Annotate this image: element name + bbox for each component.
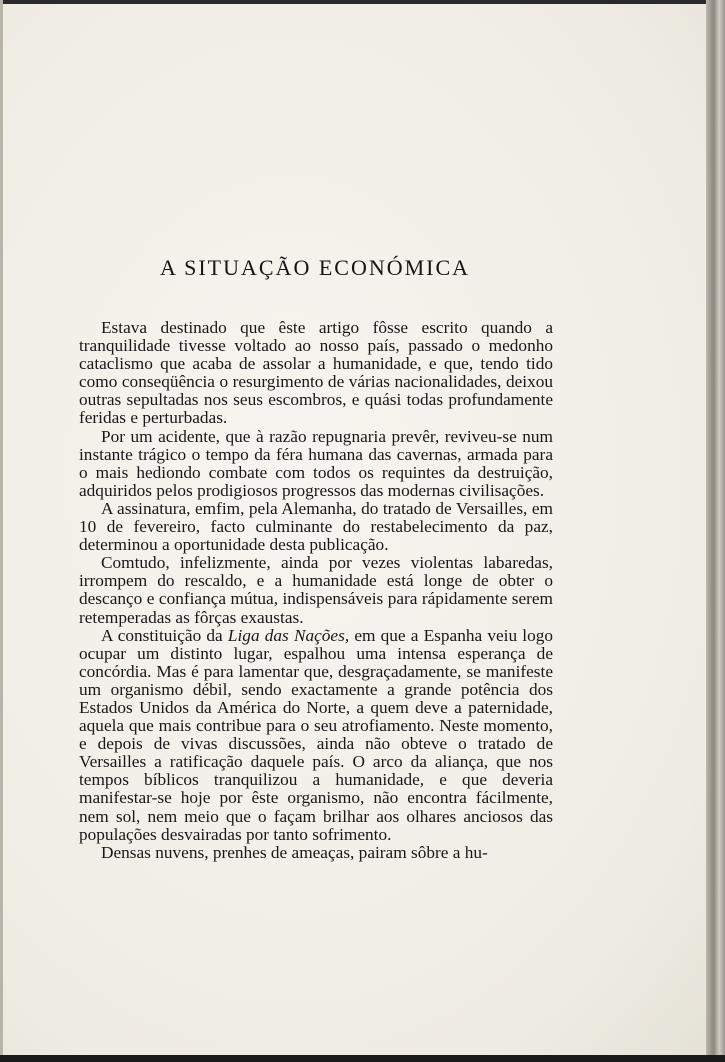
paragraph-4: Comtudo, infelizmente, ainda por vezes violentas labaredas, irrompem do rescaldo, e a humanidade está longe de obter o descanço e confiança mútua, indispensáveis para rápidamente serem retemperadas as fôrças exaustas. (79, 553, 553, 627)
paragraph-6: Densas nuvens, prenhes de ameaças, pairam sôbre a hu- (101, 842, 488, 862)
book-binding-edge (706, 0, 725, 1062)
body-text (79, 319, 553, 862)
page-left-edge (0, 0, 3, 1062)
liga-das-nacoes-italic: Liga das Nações, (227, 625, 350, 645)
page-top-edge (0, 0, 725, 4)
page-bottom-edge (0, 1055, 725, 1062)
paragraph-1: Estava destinado que êste artigo fôsse escrito quando a tranquilidade tivesse voltado ao nosso país, passado o medonho cataclismo que acaba de assolar a humanidade, e que, tendo tido como conseqüência o resurgimento de várias nacionalidades, deixou outras sepultadas nos seus escombros, e quási todas profundamente feridas e perturbadas. (79, 318, 553, 428)
paragraph-3: A assinatura, emfim, pela Alemanha, do tratado de Versailles, em 10 de fevereiro, facto culminante do restabelecimento da paz, determinou a oportunidade desta publicação. (79, 498, 553, 555)
paragraph-5-before: A constituição da (101, 625, 228, 645)
chapter-title: A SITUAÇÃO ECONÓMICA (159, 255, 471, 280)
paragraph-5-after: em que a Espanha veiu logo ocupar um distinto lugar, espalhou uma intensa esperança de concórdia. Mas é para lamentar que, desgraçadamente, se manifeste um organismo débil, sendo exactamente a grande potência dos Estados Unidos da América do Norte, a quem deve a paternidade, aquela que mais contribue para o seu atrofiamento. Neste momento, e depois de vivas discussões, ainda não obteve o tratado de Versailles a ratificação daquele país. O arco da aliança, que nos tempos bíblicos tranquilizou a humanidade, e que deveria manifestar-se hoje por êste organismo, não encontra fácilmente, nem sol, nem meio que o façam brilhar aos olhares anciosos das populações desvairadas por tanto sofrimento. (79, 625, 553, 844)
paragraph-2: Por um acidente, que à razão repugnaria prevêr, reviveu-se num instante trágico o tempo da féra humana das cavernas, armada para o mais hediondo combate com todos os requintes da destruição, adquiridos pelos prodigiosos progressos das modernas civilisações. (79, 426, 553, 500)
paragraph-5 (79, 627, 553, 844)
